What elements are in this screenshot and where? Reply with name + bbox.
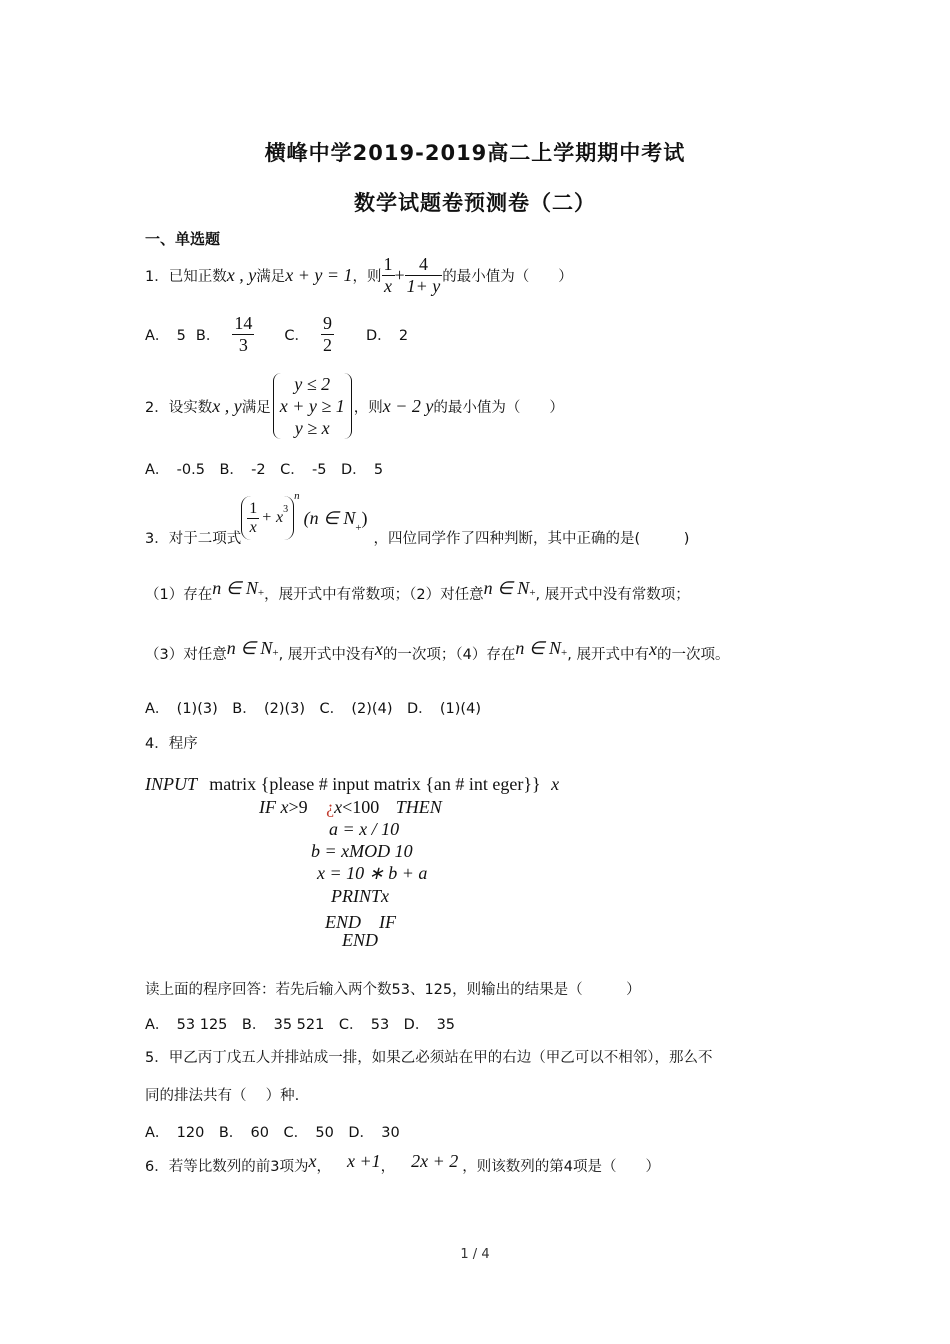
q1-option-c: C． (284, 327, 309, 344)
q6-text-a: 6．若等比数列的前3项为 (145, 1158, 309, 1175)
q1-text-b: 满足 (256, 268, 286, 285)
q3-nN-4: n ∈ N (515, 637, 562, 658)
q1-f1-num: 1 (383, 253, 393, 274)
page-subtitle: 数学试题卷预测卷（二） (354, 191, 596, 215)
code-if-x: IF x (259, 797, 289, 817)
q2-constraint-system (273, 373, 352, 439)
q6-sep-1: ， (316, 1158, 331, 1175)
q4-question: 读上面的程序回答：若先后输入两个数53、125，则输出的结果是（ ） (145, 982, 641, 998)
q4-code-line-5: x = 10 ∗ b + a (317, 863, 428, 883)
q4-code-line-8: END (342, 930, 378, 950)
q3-exponent-n: n (294, 490, 300, 502)
question-1 (145, 252, 573, 298)
q1-number: 1． (145, 268, 169, 285)
q1-fraction-1 (382, 254, 395, 297)
q3-condition-close: ) (361, 507, 368, 528)
q3-frac-num: 1 (249, 499, 258, 517)
q4-code-line-7: END IF (325, 912, 396, 932)
q3-binomial (241, 490, 368, 540)
q2-constraint-2: x + y ≥ 1 (279, 396, 345, 416)
q4-code-line-6: PRINTx (331, 886, 389, 906)
code-input-var: x (551, 774, 560, 794)
q1-vars: x , y (226, 264, 257, 285)
q1-text-a: 已知正数 (168, 268, 227, 285)
q1-opt-c-num: 9 (322, 312, 332, 333)
q2-number: 2． (145, 399, 169, 416)
q1-opt-b-num: 14 (234, 312, 253, 333)
q4-code-line-1 (145, 774, 559, 795)
q6-term-2: x +1 (346, 1150, 381, 1171)
q1-opt-b-den: 3 (232, 334, 254, 356)
question-6 (145, 1148, 660, 1182)
question-3 (145, 492, 689, 552)
q3-s4c: 的一次项。 (656, 646, 730, 663)
q3-text-b: ，四位同学作了四种判断，其中正确的是( ) (373, 531, 690, 547)
q4-code-line-4: b = xMOD 10 (311, 841, 413, 861)
code-x-2: x (334, 797, 343, 817)
q3-s1a: （1）存在 (145, 586, 213, 603)
q3-statement-3-4 (145, 638, 729, 668)
q1-opt-c-den: 2 (322, 334, 332, 355)
q3-fraction (247, 500, 259, 537)
q5-options: A． 120 B． 60 C． 50 D． 30 (145, 1125, 400, 1141)
q3-condition-sub: + (355, 522, 362, 534)
q1-condition: x + y = 1 (285, 264, 353, 285)
q3-s3a: （3）对任意 (145, 646, 227, 663)
q5-line-2: 同的排法共有（ ）种. (145, 1088, 300, 1104)
q2-text-c: ，则 (353, 399, 383, 416)
q3-plus-x: + x (261, 509, 284, 526)
q3-condition: (n ∈ N (303, 507, 356, 528)
page-number: 1 / 4 (460, 1247, 490, 1262)
code-lt-100: <100 (342, 797, 380, 817)
q2-vars: x , y (212, 395, 242, 416)
q1-text-d: 的最小值为（ ） (442, 268, 573, 285)
q5-line-1: 5．甲乙丙丁戊五人并排站成一排，如果乙必须站在甲的右边（甲乙可以不相邻），那么不 (145, 1050, 713, 1066)
q1-option-b: B． (195, 327, 221, 344)
q2-constraint-3: y ≥ x (294, 418, 330, 438)
question-2 (145, 370, 564, 442)
q3-sub-3: + (272, 647, 279, 659)
q1-text-c: ，则 (352, 268, 382, 285)
q6-term-3: 2x + 2 (411, 1150, 459, 1171)
q4-options: A． 53 125 B． 35 521 C． 53 D． 35 (145, 1017, 456, 1033)
q3-x-2: x (648, 638, 657, 659)
q3-sub-4: + (561, 647, 568, 659)
code-gt-9: >9 (288, 797, 308, 817)
q3-frac-den: x (247, 518, 259, 537)
q3-s3c: 的一次项；（4）存在 (382, 646, 516, 663)
q3-nN-3: n ∈ N (226, 637, 273, 658)
q2-text-a: 设实数 (168, 399, 213, 416)
page-title: 横峰中学2019-2019高二上学期期中考试 (264, 141, 686, 165)
q4-code-line-2 (259, 797, 442, 818)
q1-f2-den: 1+ y (406, 275, 441, 296)
q2-constraint-1: y ≤ 2 (294, 374, 331, 394)
q3-s2b: , 展开式中没有常数项； (535, 586, 690, 603)
q4-number: 4． (145, 736, 169, 752)
q2-options: A． -0.5 B． -2 C． -5 D． 5 (145, 462, 384, 478)
q3-x-1: x (374, 638, 383, 659)
q3-s3b: , 展开式中没有 (278, 646, 375, 663)
q3-sub-2: + (529, 587, 536, 599)
q3-nN-2: n ∈ N (483, 577, 530, 598)
q1-option-b-fraction (232, 313, 254, 356)
q1-option-c-fraction (321, 313, 334, 356)
q1-option-a: A． 5 (145, 327, 186, 344)
q6-text-b: ，则该数列的第4项是（ ） (462, 1158, 660, 1175)
q2-expression: x − 2 y (382, 395, 434, 416)
q2-text-b: 满足 (241, 399, 271, 416)
q3-options: A． (1)(3) B． (2)(3) C． (2)(4) D． (1)(4) (145, 701, 481, 717)
code-input-prompt: matrix {please # input matrix {an # int eger}} (209, 774, 541, 794)
q3-s1b: ，展开式中有常数项；（2）对任意 (264, 586, 484, 603)
q3-s4b: , 展开式中有 (567, 646, 649, 663)
code-garbled-char: ¿ (326, 797, 335, 817)
q3-nN-1: n ∈ N (212, 577, 258, 598)
q4-code-line-3: a = x / 10 (329, 819, 400, 839)
q1-options (145, 310, 408, 358)
q4-label: 程序 (168, 736, 198, 752)
q3-cube: 3 (283, 504, 289, 515)
q3-text-a: 对于二项式 (168, 531, 242, 547)
q4-heading (145, 732, 198, 753)
section-heading: 一、单选题 (145, 230, 221, 248)
q2-text-d: 的最小值为（ ） (433, 399, 564, 416)
q3-number: 3． (145, 531, 169, 547)
q1-plus: + (394, 264, 405, 285)
q1-f2-num: 4 (418, 253, 428, 274)
q3-statement-1-2 (145, 578, 690, 608)
q1-fraction-2 (405, 254, 443, 297)
q1-option-d: D． 2 (365, 327, 409, 344)
q3-sub-1: + (257, 587, 265, 599)
q3-binomial-parens (241, 496, 294, 540)
code-then: THEN (395, 797, 442, 817)
q6-term-1: x (308, 1150, 317, 1171)
q1-f1-den: x (382, 275, 395, 297)
code-input-keyword: INPUT (145, 774, 197, 794)
q6-sep-2: ， (380, 1158, 396, 1175)
